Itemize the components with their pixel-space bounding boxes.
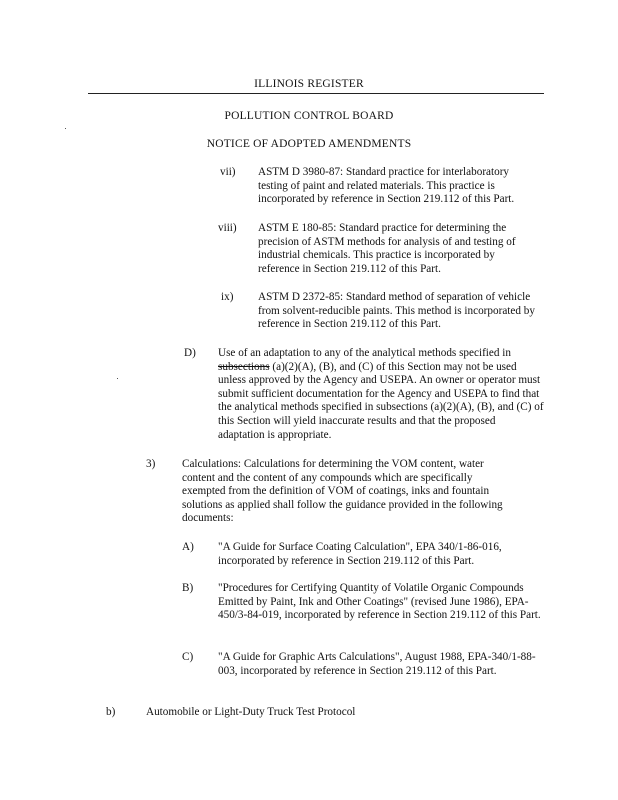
item-ix-text: ASTM D 2372-85: Standard method of separation of vehicle from solvent-reducible paints. This method is incorporated by reference in Section 219.112 of this Part. <box>258 291 535 331</box>
register-title: ILLINOIS REGISTER <box>254 78 364 90</box>
item-ix-label: ix) <box>221 291 234 303</box>
item-3-text: Calculations: Calculations for determining the VOM content, water content and the content of any compounds which are specifically exempted from the definition of VOM of coatings, inks and fountain solutions as applied shall follow the guidance provided in the following documents: <box>182 458 503 525</box>
item-A-label: A) <box>182 541 194 553</box>
item-D-text-b: (a)(2)(A), (B), and (C) of this Section may not be used unless approved by the Agency and USEPA. An owner or operator must submit sufficient documentation for the Agency and USEPA to find that the analytical methods specified in subsections (a)(2)(A), (B), and (C) of this Section will yield inaccurate results and that the proposed adaptation is appropriate. <box>218 360 544 441</box>
item-A-text: "A Guide for Surface Coating Calculation", EPA 340/1-86-016, incorporated by reference in Section 219.112 of this Part. <box>218 541 502 567</box>
item-D-text-a: Use of an adaptation to any of the analytical methods specified in <box>218 347 511 359</box>
item-viii-label: viii) <box>218 222 237 234</box>
item-vii-label: vii) <box>220 166 236 178</box>
board-title: POLLUTION CONTROL BOARD <box>224 110 394 122</box>
item-B-text: "Procedures for Certifying Quantity of Volatile Organic Compounds Emitted by Paint, Ink and Other Coatings" (revised June 1986), EPA-450/3-84-019, incorporated by reference in Section 219.112 of this Part. <box>218 582 541 622</box>
notice-title: NOTICE OF ADOPTED AMENDMENTS <box>206 138 412 150</box>
item-D-text <box>218 347 544 442</box>
item-C-text: "A Guide for Graphic Arts Calculations", August 1988, EPA-340/1-88-003, incorporated by reference in Section 219.112 of this Part. <box>218 651 536 677</box>
item-C-label: C) <box>182 651 194 663</box>
header-rule <box>88 93 544 94</box>
item-b-text: Automobile or Light-Duty Truck Test Protocol <box>146 706 356 718</box>
scan-speck <box>65 128 66 129</box>
item-D-struck: subsections <box>218 360 270 373</box>
item-D-label: D) <box>184 347 196 359</box>
item-3-label: 3) <box>146 458 156 470</box>
item-B-label: B) <box>182 582 194 594</box>
item-b-label: b) <box>106 706 116 718</box>
item-viii-text: ASTM E 180-85: Standard practice for determining the precision of ASTM methods for analysis of and testing of industrial chemicals. This practice is incorporated by reference in Section 219.112 of this Part. <box>258 222 516 275</box>
scan-speck <box>117 378 118 379</box>
item-vii-text: ASTM D 3980-87: Standard practice for interlaboratory testing of paint and related materials. This practice is incorporated by reference in Section 219.112 of this Part. <box>258 166 515 206</box>
